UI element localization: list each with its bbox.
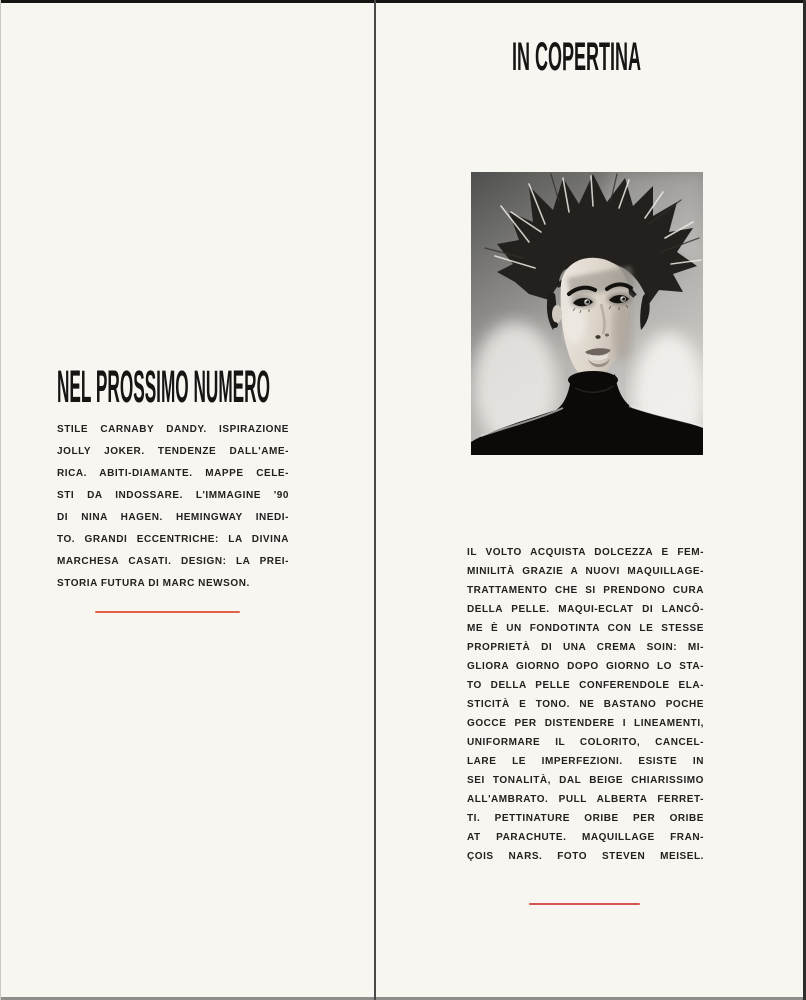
text-line: TO. GRANDI ECCENTRICHE: LA DIVINA	[57, 534, 289, 545]
cover-photo	[471, 172, 703, 455]
text-line: AT PARACHUTE. MAQUILLAGE FRAN-	[467, 832, 704, 843]
cheek-highlight	[564, 304, 586, 344]
text-line: MARCHESA CASATI. DESIGN: LA PREI-	[57, 556, 289, 567]
scan-edge-top	[0, 0, 806, 3]
ear	[552, 305, 562, 323]
column-divider	[374, 0, 376, 1000]
text-line: STILE CARNABY DANDY. ISPIRAZIONE	[57, 424, 289, 435]
text-line: TRATTAMENTO CHE SI PRENDONO CURA	[467, 585, 704, 596]
text-line: PROPRIETÀ DI UNA CREMA SOIN: MI-	[467, 642, 704, 653]
cover-photo-illustration	[471, 172, 703, 455]
text-line: RICA. ABITI-DIAMANTE. MAPPE CELE-	[57, 468, 289, 479]
scan-edge-left	[0, 0, 1, 1000]
text-line: ALL'AMBRATO. PULL ALBERTA FERRET-	[467, 794, 704, 805]
accent-rule-right	[529, 903, 640, 905]
text-line: UNIFORMARE IL COLORITO, CANCEL-	[467, 737, 704, 748]
cover-heading	[512, 35, 646, 79]
text-line: DELLA PELLE. MAQUI-ECLAT DI LANCÔ-	[467, 604, 704, 615]
text-line: GOCCE PER DISTENDERE I LINEAMENTI,	[467, 718, 704, 729]
text-line: LARE LE IMPERFEZIONI. ESISTE IN	[467, 756, 704, 767]
text-line: ME È UN FONDOTINTA CON LE STESSE	[467, 623, 704, 634]
text-line: STI DA INDOSSARE. L'IMMAGINE '90	[57, 490, 289, 501]
text-line: STICITÀ E TONO. NE BASTANO POCHE	[467, 699, 704, 710]
text-line: TI. PETTINATURE ORIBE PER ORIBE	[467, 813, 704, 824]
text-line: STORIA FUTURA DI MARC NEWSON.	[57, 578, 250, 589]
cover-paragraph	[467, 543, 704, 866]
cover-heading-text: IN COPERTINA	[512, 35, 641, 79]
text-line: GLIORA GIORNO DOPO GIORNO LO STA-	[467, 661, 704, 672]
text-line: ÇOIS NARS. FOTO STEVEN MEISEL.	[467, 851, 704, 862]
text-line: DI NINA HAGEN. HEMINGWAY INEDI-	[57, 512, 289, 523]
text-line: TO DELLA PELLE CONFERENDOLE ELA-	[467, 680, 704, 691]
next-issue-heading-text: NEL PROSSIMO NUMERO	[57, 361, 270, 412]
text-line: IL VOLTO ACQUISTA DOLCEZZA E FEM-	[467, 547, 704, 558]
next-issue-heading	[57, 361, 275, 412]
text-line: JOLLY JOKER. TENDENZE DALL'AME-	[57, 446, 289, 457]
earring	[552, 322, 558, 328]
text-line: MINILITÀ GRAZIE A NUOVI MAQUILLAGE-	[467, 566, 704, 577]
next-issue-paragraph	[57, 419, 289, 595]
accent-rule-left	[95, 611, 240, 613]
text-line: SEI TONALITÀ, DAL BEIGE CHIARISSIMO	[467, 775, 704, 786]
